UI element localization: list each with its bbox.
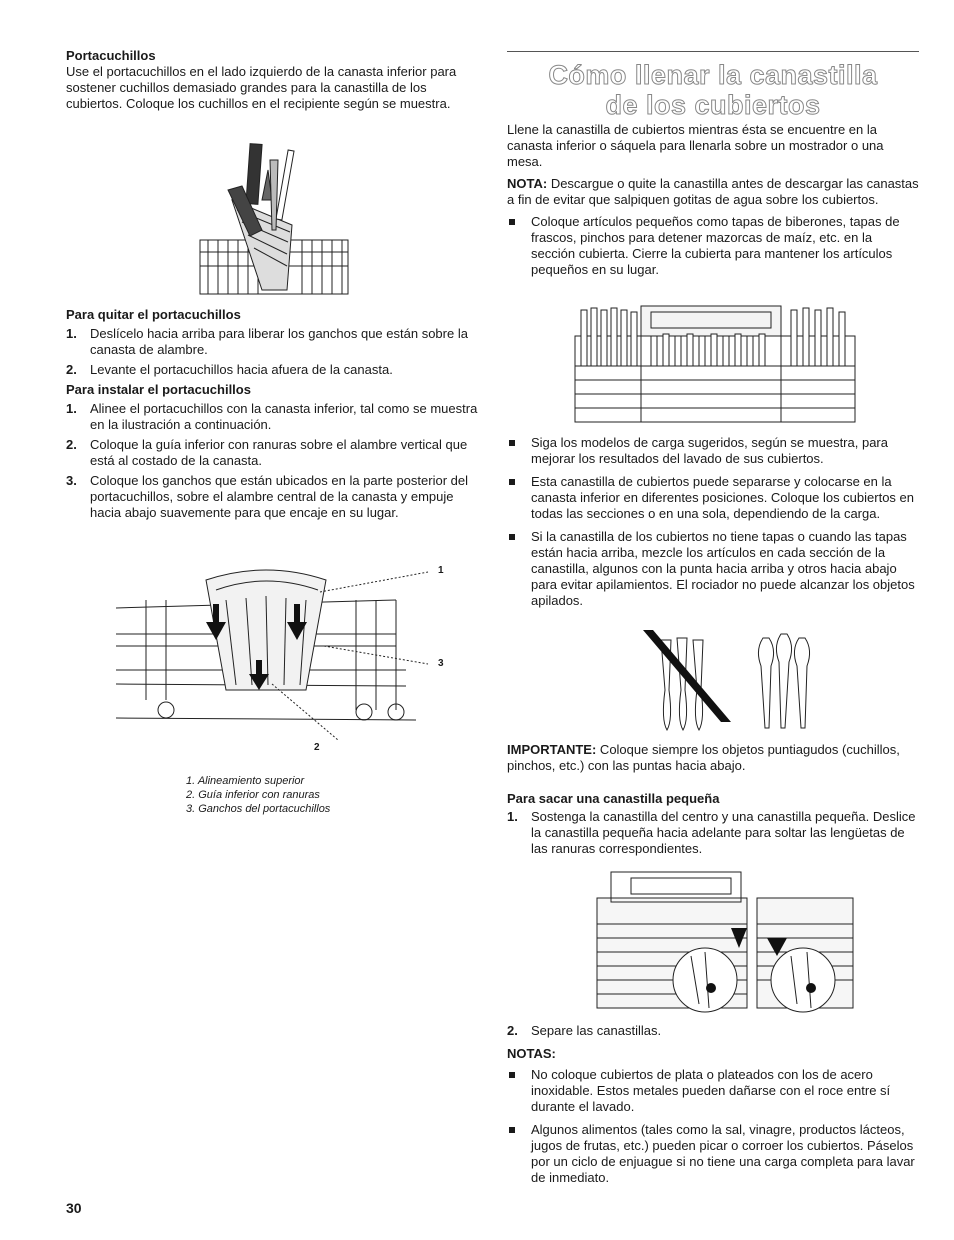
callout-1: 1 (438, 565, 444, 576)
step-text: Sostenga la canastilla del centro y una canastilla pequeña. Deslice la canastilla pequeña hacia adelante para soltar las lengüetas de las ranuras correspondientes. (531, 809, 916, 856)
bullets-b (507, 435, 919, 609)
notes-list (507, 1067, 919, 1186)
install-steps (66, 401, 478, 521)
caption-2: 2. Guía inferior con ranuras (186, 789, 320, 801)
list-item: Coloque artículos pequeños como tapas de biberones, tapas de frascos, pinchos para detener mazorcas de maíz, etc. en la sección cubierta. Cierre la cubierta para mantener los artículos pequeños en su lugar. (507, 214, 919, 278)
small-basket-steps (507, 809, 919, 857)
knife-rack-heading: Portacuchillos (66, 48, 156, 63)
knife-rack-illustration (192, 140, 352, 298)
list-item: No coloque cubiertos de plata o plateados con los de acero inoxidable. Estos metales pueden dañarse con el roce entre sí durante el lavado. (507, 1067, 919, 1115)
small-basket-step2 (507, 1023, 919, 1039)
knife-rack-section (66, 48, 478, 112)
step-number: 1. (66, 401, 77, 416)
note-text: Descargue o quite la canastilla antes de descargar las canastas a fin de evitar que salpiquen gotitas de agua sobre los cubiertos. (507, 176, 919, 207)
utensil-orientation-illustration (643, 630, 823, 736)
important-label: IMPORTANTE: (507, 742, 597, 757)
caption-3: 3. Ganchos del portacuchillos (186, 803, 331, 815)
caption-1: 1. Alineamiento superior (186, 775, 305, 787)
diagram-captions (186, 774, 446, 816)
section-title-line1: Cómo llenar la canastilla (548, 60, 878, 90)
remove-section (66, 307, 478, 382)
list-item: Algunos alimentos (tales como la sal, vinagre, productos lácteos, jugos de frutas, etc.) pueden picar o corroer los cubiertos. Páselos por un ciclo de enjuague si no tiene una carga completa para lavar de inmediato. (507, 1122, 919, 1186)
step-number: 3. (66, 473, 77, 488)
list-item: Esta canastilla de cubiertos puede separarse y colocarse en la canasta inferior en diferentes posiciones. Coloque los cubiertos en todas las secciones o en una sola, dependiendo de la carga. (507, 474, 919, 522)
step-text: Deslícelo hacia arriba para liberar los ganchos que están sobre la canasta de alambre. (90, 326, 468, 357)
step-number: 2. (66, 437, 77, 452)
step-number: 1. (66, 326, 77, 341)
remove-heading: Para quitar el portacuchillos (66, 307, 241, 322)
step-number: 2. (66, 362, 77, 377)
basket-separation-illustration (591, 868, 861, 1014)
list-item (66, 473, 478, 521)
list-item (66, 362, 478, 378)
note-paragraph (507, 176, 919, 208)
notes-section (507, 1046, 919, 1186)
small-basket-section (507, 791, 919, 861)
important-text: Coloque siempre los objetos puntiagudos (cuchillos, pinchos, etc.) con las puntas hacia abajo. (507, 742, 900, 773)
callout-2: 2 (314, 742, 320, 753)
step-text: Coloque la guía inferior con ranuras sobre el alambre vertical que está al costado de la canasta. (90, 437, 468, 468)
knife-rack-body: Use el portacuchillos en el lado izquierdo de la canasta inferior para sostener cuchillos demasiado grandes para la canastilla de los cubiertos. Coloque los cuchillos en el recipiente según se muestra. (66, 64, 457, 111)
install-heading: Para instalar el portacuchillos (66, 382, 251, 397)
section-title (507, 60, 919, 120)
important-block (507, 742, 919, 774)
list-item (66, 401, 478, 433)
intro-text: Llene la canastilla de cubiertos mientras ésta se encuentre en la canasta inferior o sáquela para llenarla sobre un mostrador o una mesa. (507, 122, 884, 169)
install-section (66, 382, 478, 525)
step-text: Levante el portacuchillos hacia afuera de la canasta. (90, 362, 393, 377)
page-number: 30 (66, 1200, 82, 1216)
list-item: Si la canastilla de los cubiertos no tiene tapas o cuando las tapas están hacia arriba, mezcle los artículos en cada sección de la canastilla, algunos con la punta hacia arriba y otros hacia abajo para evitar apilamientos. El rociador no puede alcanzar los objetos apilados. (507, 529, 919, 609)
step-text: Separe las canastillas. (531, 1023, 662, 1038)
loading-tips (507, 435, 919, 609)
list-item: Siga los modelos de carga sugeridos, según se muestra, para mejorar los resultados del lavado de sus cubiertos. (507, 435, 919, 467)
list-item (66, 437, 478, 469)
step2-block (507, 1023, 919, 1043)
important-paragraph (507, 742, 919, 774)
callout-3: 3 (438, 658, 444, 669)
section-title-line2: de los cubiertos (605, 90, 821, 120)
bullets-a (507, 214, 919, 278)
note-label: NOTA: (507, 176, 548, 191)
step-number: 1. (507, 809, 518, 824)
step-number: 2. (507, 1023, 518, 1038)
section-rule (507, 51, 919, 52)
small-basket-heading: Para sacar una canastilla pequeña (507, 791, 720, 806)
notes-heading: NOTAS: (507, 1046, 556, 1061)
silverware-basket-illustration (571, 296, 861, 426)
remove-steps (66, 326, 478, 378)
intro-block (507, 122, 919, 278)
list-item (507, 809, 919, 857)
step-text: Alinee el portacuchillos con la canasta inferior, tal como se muestra en la ilustración a continuación. (90, 401, 478, 432)
list-item (507, 1023, 919, 1039)
step-text: Coloque los ganchos que están ubicados en la parte posterior del portacuchillos, sobre el alambre central de la canasta y empuje hacia abajo suavemente para que encaje en su lugar. (90, 473, 468, 520)
install-diagram (106, 560, 446, 760)
list-item (66, 326, 478, 358)
